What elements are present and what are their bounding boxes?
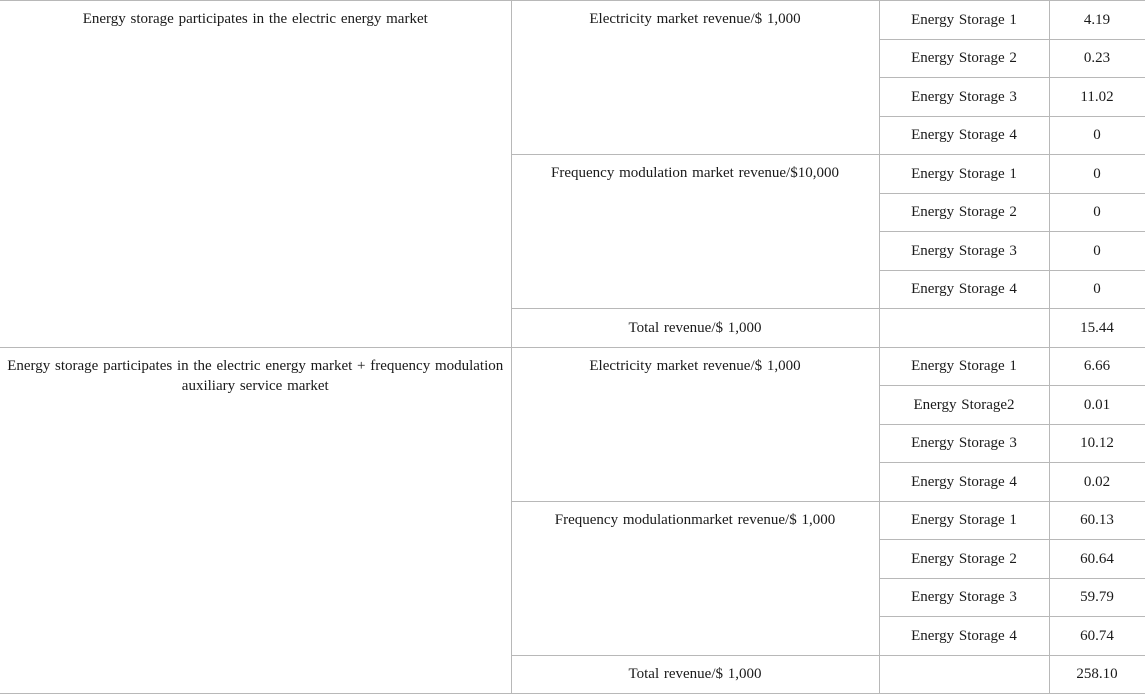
value-cell: 0.01 [1049,386,1145,425]
storage-cell: Energy Storage 1 [879,501,1049,540]
table-row [0,347,1145,386]
table-row [0,1,1145,40]
storage-cell [879,309,1049,348]
revenue-type-cell: Frequency modulationmarket revenue/$ 1,000 [511,501,879,655]
storage-cell: Energy Storage2 [879,386,1049,425]
storage-cell: Energy Storage 1 [879,1,1049,40]
storage-cell: Energy Storage 3 [879,578,1049,617]
storage-cell: Energy Storage 4 [879,116,1049,155]
storage-cell: Energy Storage 3 [879,232,1049,271]
value-cell: 0 [1049,270,1145,309]
revenue-type-cell: Electricity market revenue/$ 1,000 [511,347,879,501]
scenario-cell: Energy storage participates in the electric energy market [0,1,511,348]
storage-cell: Energy Storage 1 [879,347,1049,386]
storage-cell: Energy Storage 4 [879,270,1049,309]
storage-cell [879,655,1049,694]
value-cell: 11.02 [1049,78,1145,117]
revenue-type-cell: Electricity market revenue/$ 1,000 [511,1,879,155]
total-label-cell: Total revenue/$ 1,000 [511,655,879,694]
storage-cell: Energy Storage 2 [879,540,1049,579]
storage-cell: Energy Storage 2 [879,39,1049,78]
value-cell: 0.02 [1049,463,1145,502]
storage-cell: Energy Storage 4 [879,617,1049,656]
total-value-cell: 258.10 [1049,655,1145,694]
value-cell: 0 [1049,193,1145,232]
value-cell: 10.12 [1049,424,1145,463]
total-value-cell: 15.44 [1049,309,1145,348]
scenario-cell: Energy storage participates in the electric energy market + frequency modulation auxiliary service market [0,347,511,694]
value-cell: 4.19 [1049,1,1145,40]
value-cell: 60.74 [1049,617,1145,656]
storage-cell: Energy Storage 4 [879,463,1049,502]
value-cell: 60.13 [1049,501,1145,540]
value-cell: 0 [1049,155,1145,194]
storage-cell: Energy Storage 3 [879,424,1049,463]
revenue-type-cell: Frequency modulation market revenue/$10,000 [511,155,879,309]
value-cell: 0 [1049,116,1145,155]
total-label-cell: Total revenue/$ 1,000 [511,309,879,348]
value-cell: 6.66 [1049,347,1145,386]
storage-cell: Energy Storage 3 [879,78,1049,117]
storage-cell: Energy Storage 1 [879,155,1049,194]
storage-cell: Energy Storage 2 [879,193,1049,232]
value-cell: 0 [1049,232,1145,271]
value-cell: 0.23 [1049,39,1145,78]
value-cell: 59.79 [1049,578,1145,617]
value-cell: 60.64 [1049,540,1145,579]
